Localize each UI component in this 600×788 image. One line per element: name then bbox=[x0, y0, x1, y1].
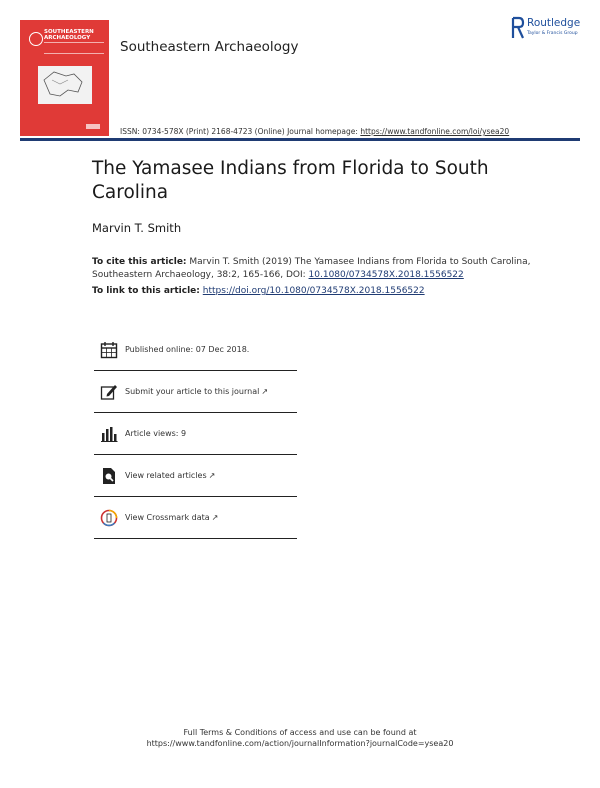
article-views-row bbox=[94, 413, 297, 455]
routledge-r-icon bbox=[511, 16, 525, 40]
external-link-icon: ↗ bbox=[208, 471, 216, 480]
issn-text: ISSN: 0734-578X (Print) 2168-4723 (Online) Journal homepage: bbox=[120, 127, 358, 136]
calendar-icon bbox=[100, 341, 118, 359]
article-author: Marvin T. Smith bbox=[92, 221, 182, 235]
crossmark-label[interactable]: View Crossmark data ↗ bbox=[125, 513, 219, 522]
terms-line: Full Terms & Conditions of access and use can be found at bbox=[183, 728, 417, 737]
terms-footer bbox=[0, 727, 600, 749]
citation-doi-link[interactable]: 10.1080/0734578X.2018.1556522 bbox=[308, 269, 464, 280]
terms-url[interactable]: https://www.tandfonline.com/action/journalInformation?journalCode=ysea20 bbox=[146, 739, 454, 748]
search-document-icon bbox=[100, 467, 118, 485]
article-info-list bbox=[94, 329, 297, 539]
publisher-tagline: Taylor & Francis Group bbox=[527, 31, 578, 36]
cover-title: SOUTHEASTERN ARCHAEOLOGY bbox=[44, 29, 94, 41]
crossmark-icon bbox=[100, 509, 118, 527]
article-title: The Yamasee Indians from Florida to South Carolina bbox=[92, 158, 489, 203]
external-link-icon: ↗ bbox=[261, 387, 269, 396]
citation-block bbox=[92, 256, 532, 281]
cover-subtitle-band bbox=[44, 42, 104, 54]
crossmark-row[interactable] bbox=[94, 497, 297, 539]
bar-chart-icon bbox=[100, 425, 118, 443]
journal-homepage-link[interactable]: https://www.tandfonline.com/loi/ysea20 bbox=[360, 127, 510, 136]
publisher-name: Routledge bbox=[527, 17, 581, 29]
published-online-label: Published online: 07 Dec 2018. bbox=[125, 345, 250, 354]
related-articles-row[interactable] bbox=[94, 455, 297, 497]
citation-text: Marvin T. Smith (2019) The Yamasee Indians from Florida to South Carolina, Southeastern Archaeology, 38:2, 165-166, DOI: bbox=[92, 257, 531, 280]
article-link-block bbox=[92, 286, 425, 296]
citation-label: To cite this article: bbox=[92, 257, 187, 267]
edit-icon bbox=[100, 383, 118, 401]
header-rule bbox=[20, 138, 580, 141]
submit-article-row[interactable] bbox=[94, 371, 297, 413]
publisher-logo bbox=[511, 16, 591, 42]
cover-emblem-icon bbox=[29, 32, 43, 46]
submit-article-label[interactable]: Submit your article to this journal ↗ bbox=[125, 387, 269, 396]
journal-name: Southeastern Archaeology bbox=[120, 39, 299, 55]
article-link-label: To link to this article: bbox=[92, 286, 200, 296]
article-views-label: Article views: 9 bbox=[125, 429, 187, 438]
cover-publisher-mark bbox=[86, 124, 100, 129]
cover-map-image bbox=[38, 66, 92, 104]
related-articles-label[interactable]: View related articles ↗ bbox=[125, 471, 216, 480]
issn-line bbox=[120, 127, 509, 136]
article-doi-link[interactable]: https://doi.org/10.1080/0734578X.2018.1556522 bbox=[202, 286, 425, 296]
external-link-icon: ↗ bbox=[211, 513, 219, 522]
journal-cover bbox=[20, 20, 109, 136]
published-online-row bbox=[94, 329, 297, 371]
